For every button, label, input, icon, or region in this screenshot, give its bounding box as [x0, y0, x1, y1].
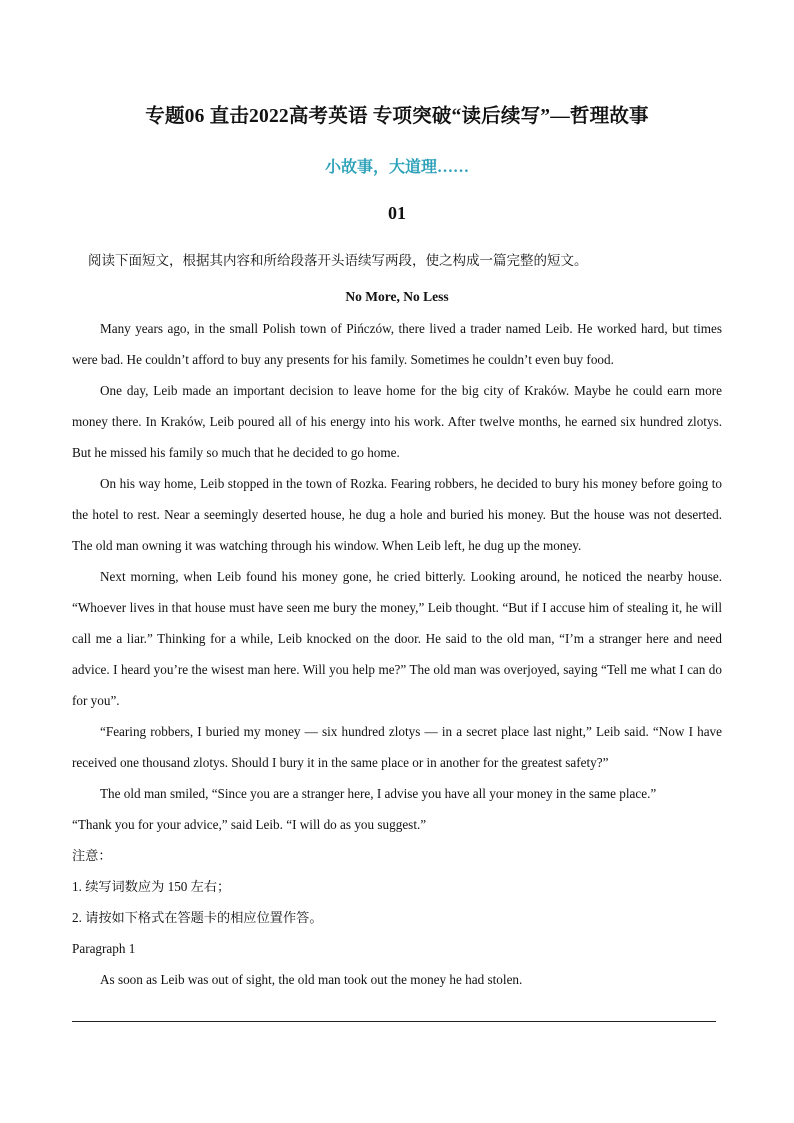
story-paragraph: Many years ago, in the small Polish town of Pińczów, there lived a trader named Leib. He worked hard, but times were bad. He couldn’t afford to buy any presents for his family. Sometimes he couldn’t even buy food. — [72, 321, 722, 367]
paragraph1-label: Paragraph 1 — [72, 941, 136, 956]
story-body — [72, 313, 722, 995]
section-number: 01 — [388, 203, 406, 223]
story-paragraph: Next morning, when Leib found his money gone, he cried bitterly. Looking around, he noticed the nearby house. “Whoever lives in that house must have seen me bury the money,” Leib thought. “But if I accuse him of stealing it, he will call me a liar.” Thinking for a while, Leib knocked on the door. He said to the old man, “I’m a stranger here and need advice. I heard you’re the wisest man here. Will you help me?” The old man was overjoyed, saying “Tell me what I can do for you”. — [72, 569, 722, 708]
notes-heading: 注意： — [72, 848, 112, 863]
story-paragraph: “Fearing robbers, I buried my money — six hundred zlotys — in a secret place last night,” Leib said. “Now I have received one thousand zlotys. Should I bury it in the same place or in another for the greatest safety?” — [72, 724, 722, 770]
paragraph1-opening: As soon as Leib was out of sight, the old man took out the money he had stolen. — [100, 972, 523, 987]
answer-line[interactable] — [72, 1021, 716, 1022]
document-title: 专题06 直击2022高考英语 专项突破“读后续写”—哲理故事 — [145, 106, 649, 127]
note-item: 2. 请按如下格式在答题卡的相应位置作答。 — [72, 910, 323, 925]
story-paragraph: One day, Leib made an important decision to leave home for the big city of Kraków. Maybe he could earn more money there. In Kraków, Leib poured all of his energy into his work. After twelve months, he earned six hundred zlotys. But he missed his family so much that he decided to go home. — [72, 383, 722, 460]
story-paragraph: On his way home, Leib stopped in the town of Rozka. Fearing robbers, he decided to bury his money before going to the hotel to rest. Near a seemingly deserted house, he dug a hole and buried his money. But the house was not deserted. The old man owning it was watching through his window. When Leib left, he dug up the money. — [72, 476, 722, 553]
story-title: No More, No Less — [345, 289, 449, 304]
document-subtitle: 小故事，大道理…… — [324, 159, 469, 176]
story-closing-line: “Thank you for your advice,” said Leib. “I will do as you suggest.” — [72, 817, 427, 832]
story-paragraph: The old man smiled, “Since you are a stranger here, I advise you have all your money in the same place.” — [100, 786, 657, 801]
task-instruction: 阅读下面短文，根据其内容和所给段落开头语续写两段，使之构成一篇完整的短文。 — [88, 253, 588, 268]
note-item: 1. 续写词数应为 150 左右； — [72, 879, 231, 894]
